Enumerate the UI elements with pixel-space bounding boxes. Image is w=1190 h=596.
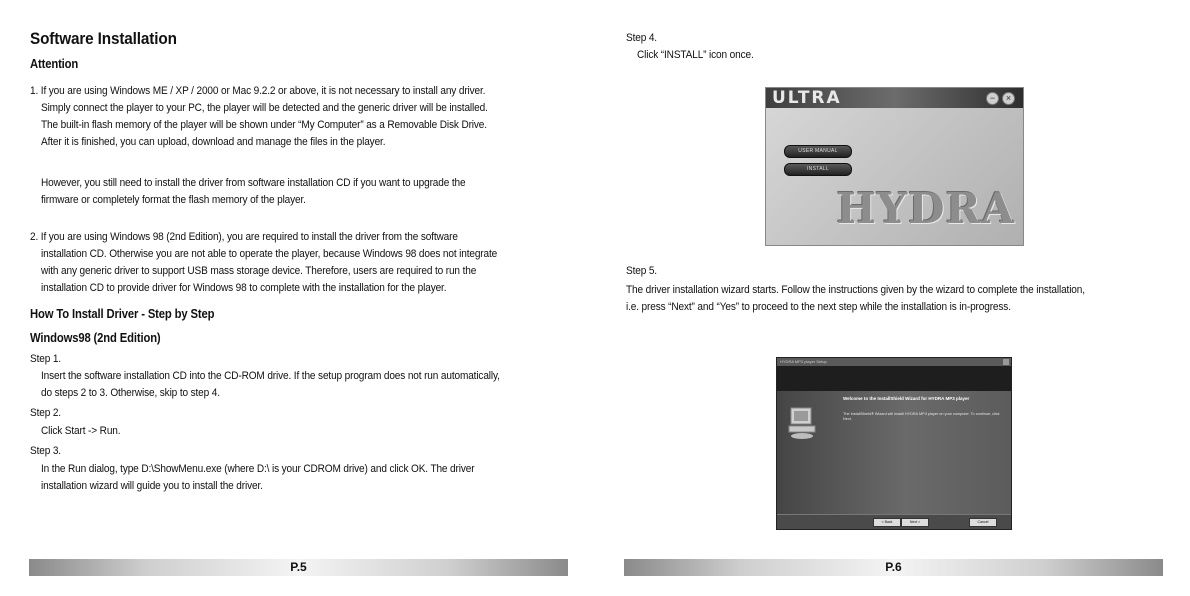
back-button[interactable]: < Back <box>873 518 901 527</box>
win98-heading: Windows98 (2nd Edition) <box>30 331 161 345</box>
step5-line: The driver installation wizard starts. Follow the instructions given by the wizard to complete the installation, <box>626 284 1085 296</box>
wizard-button-bar <box>777 514 1011 529</box>
step1-label: Step 1. <box>30 353 61 365</box>
step1-line: Insert the software installation CD into the CD-ROM drive. If the setup program does not run automatically, <box>41 370 500 382</box>
wizard-header-band <box>777 366 1011 391</box>
wizard-title: HYDRA MP3 player Setup <box>777 358 1011 366</box>
step4-label: Step 4. <box>626 32 657 44</box>
step3-label: Step 3. <box>30 445 61 457</box>
page-number: P.6 <box>885 560 902 574</box>
item1-line: Simply connect the player to your PC, the player will be detected and the generic driver will be installed. <box>41 102 488 114</box>
ultra-logo: ULTRA <box>772 88 842 108</box>
wizard-welcome-heading: Welcome to the InstallShield Wizard for HYDRA MP3 player <box>843 396 970 401</box>
item1-line: 1. If you are using Windows ME / XP / 2000 or Mac 9.2.2 or above, it is not necessary to install any driver. <box>30 85 486 97</box>
close-icon[interactable]: × <box>1002 92 1015 105</box>
install-button[interactable]: INSTALL <box>784 163 852 176</box>
page-number: P.5 <box>290 560 307 574</box>
however-line: However, you still need to install the driver from software installation CD if you want to upgrade the <box>41 177 466 189</box>
hydra-brand-logo: HYDRA <box>836 184 1015 233</box>
minimize-icon[interactable]: − <box>986 92 999 105</box>
item2-line: with any generic driver to support USB mass storage device. Therefore, users are required to run the <box>41 265 477 277</box>
step2-label: Step 2. <box>30 407 61 419</box>
step5-line: i.e. press “Next” and “Yes” to proceed to the next step while the installation is in-progress. <box>626 301 1011 313</box>
ultra-title-bar <box>766 88 1023 108</box>
installer-wizard-window <box>776 357 1012 530</box>
step4-text: Click “INSTALL” icon once. <box>637 49 754 61</box>
wizard-body-text: The InstallShield® Wizard will install HYDRA MP3 player on your computer. To continue, click Next. <box>843 412 1000 421</box>
item1-line: After it is finished, you can upload, download and manage the files in the player. <box>41 136 386 148</box>
user-manual-button[interactable]: USER MANUAL <box>784 145 852 158</box>
however-line: firmware or completely format the flash memory of the player. <box>41 194 306 206</box>
page-footer <box>29 559 568 576</box>
step3-line: installation wizard will guide you to install the driver. <box>41 480 263 492</box>
step2-text: Click Start -> Run. <box>41 425 121 437</box>
attention-heading: Attention <box>30 57 79 71</box>
step1-line: do steps 2 to 3. Otherwise, skip to step 4. <box>41 387 220 399</box>
computer-icon <box>787 406 817 440</box>
item2-line: installation CD to provide driver for Windows 98 to complete with the installation for the player. <box>41 282 447 294</box>
page-footer <box>624 559 1163 576</box>
step3-line: In the Run dialog, type D:\ShowMenu.exe (where D:\ is your CDROM drive) and click OK. The driver <box>41 463 475 475</box>
ultra-launcher-window <box>765 87 1024 246</box>
page-title: Software Installation <box>30 29 177 48</box>
item1-line: The built-in flash memory of the player will be shown under “My Computer” as a Removable Disk Drive. <box>41 119 487 131</box>
step5-label: Step 5. <box>626 265 657 277</box>
howto-heading: How To Install Driver - Step by Step <box>30 307 215 321</box>
item2-line: 2. If you are using Windows 98 (2nd Edition), you are required to install the driver from the software <box>30 231 458 243</box>
next-button[interactable]: Next > <box>901 518 929 527</box>
wizard-close-icon[interactable] <box>1003 359 1009 365</box>
item2-line: installation CD. Otherwise you are not able to operate the player, because Windows 98 does not integrate <box>41 248 498 260</box>
right-page <box>595 0 1190 596</box>
cancel-button[interactable]: Cancel <box>969 518 997 527</box>
